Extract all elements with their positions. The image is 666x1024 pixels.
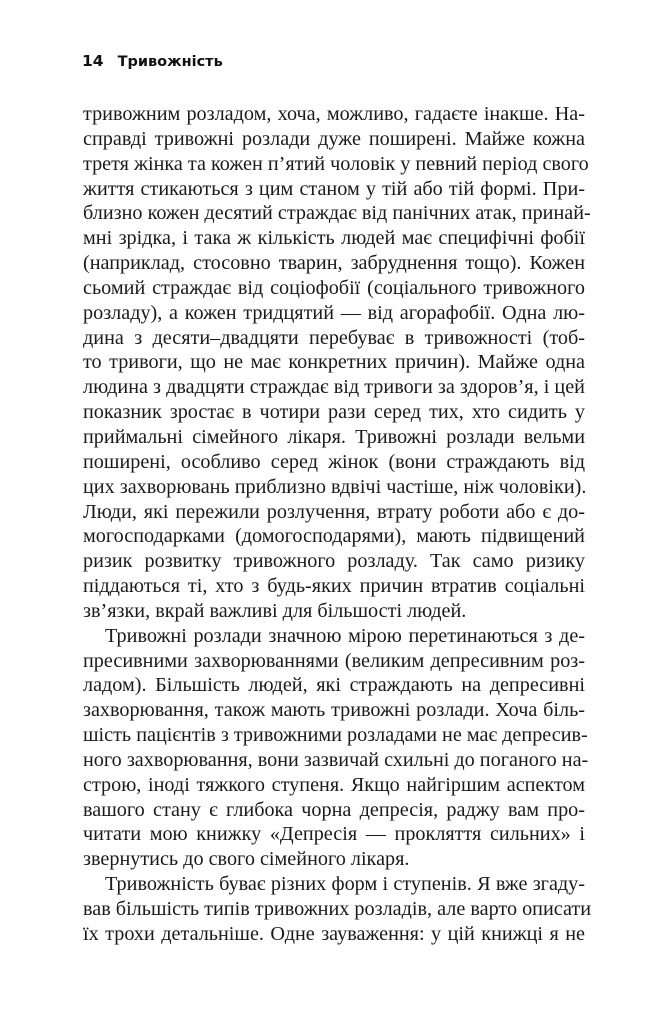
text-line: пресивними захворюваннями (великим депресивним роз- (83, 649, 585, 672)
running-title: Тривожність (117, 54, 223, 70)
text-line: захворювання, також мають тривожні розлади. Хоча біль- (83, 699, 585, 722)
text-line: поширені, особливо серед жінок (вони страждають від (83, 450, 585, 473)
paragraph (83, 624, 589, 872)
text-line: приймальні сімейного лікаря. Тривожні розлади вельми (83, 425, 585, 448)
text-line: розладу), а кожен тридцятий — від агорафобії. Одна лю- (83, 301, 585, 324)
text-line: то тривоги, що не має конкретних причин). Майже одна (83, 351, 585, 374)
text-line: вав більшість типів тривожних розладів, але варто описати (83, 898, 592, 920)
running-head (82, 52, 223, 70)
text-line: Тривожність буває різних форм і ступенів. Я вже згаду- (105, 873, 585, 896)
text-line: строю, іноді тяжкого ступеня. Якщо найгіршим аспектом (83, 773, 585, 796)
text-line: Люди, які пережили розлучення, втрату роботи або є до- (83, 500, 585, 523)
paragraph (83, 102, 591, 624)
text-line: шість пацієнтів з тривожними розладами не має депресив- (83, 724, 588, 747)
text-line: сьомий страждає від соціофобії (соціального тривожного (83, 276, 585, 299)
text-line: ризик розвитку тривожного розладу. Так само ризику (83, 550, 585, 573)
text-line: ладом). Більшість людей, які страждають на депресивні (83, 674, 585, 697)
paragraph (83, 872, 592, 947)
text-line: їх трохи детальніше. Одне зауваження: у цій книжці я не (83, 922, 585, 945)
text-line: життя стикаються з цим станом у тій або тій формі. При- (83, 177, 585, 200)
text-line: вашого стану є глибока чорна депресія, раджу вам про- (83, 798, 585, 821)
text-line: тривожним розладом, хоча, можливо, гадаєте інакше. На- (83, 103, 585, 125)
text-line: мні зрідка, і така ж кількість людей має специфічні фобії (83, 227, 585, 250)
text-line: звернутись до свого сімейного лікаря. (83, 848, 410, 871)
text-line: людина з двадцяти страждає від тривоги за здоров’я, і цей (83, 376, 585, 399)
text-line: могосподарками (домогосподарями), мають підвищений (83, 525, 585, 548)
text-line: (наприклад, стосовно тварин, забруднення тощо). Кожен (83, 252, 585, 275)
body-text (83, 102, 592, 947)
text-line: третя жінка та кожен п’ятий чоловік у певний період свого (83, 152, 589, 175)
text-line: Тривожні розлади значною мірою перетинаються з де- (105, 624, 585, 647)
page-number: 14 (82, 52, 104, 70)
text-line: близно кожен десятий страждає від панічних атак, принай- (83, 202, 591, 225)
text-line: цих захворювань приблизно вдвічі частіше, ніж чоловіки). (83, 475, 587, 498)
text-line: читати мою книжку «Депресія — прокляття сильних» і (83, 823, 585, 846)
text-line: ного захворювання, вони зазвичай схильні до поганого на- (83, 748, 589, 771)
text-line: дина з десяти–двадцяти перебуває в тривожності (тоб- (83, 326, 585, 349)
text-line: показник зростає в чотири рази серед тих, хто сидить у (83, 401, 585, 424)
text-line: піддаються ті, хто з будь-яких причин втратив соціальні (83, 575, 585, 598)
text-line: справді тривожні розлади дуже поширені. Майже кожна (83, 127, 585, 150)
text-line: зв’язки, вкрай важливі для більшості людей. (83, 599, 467, 622)
